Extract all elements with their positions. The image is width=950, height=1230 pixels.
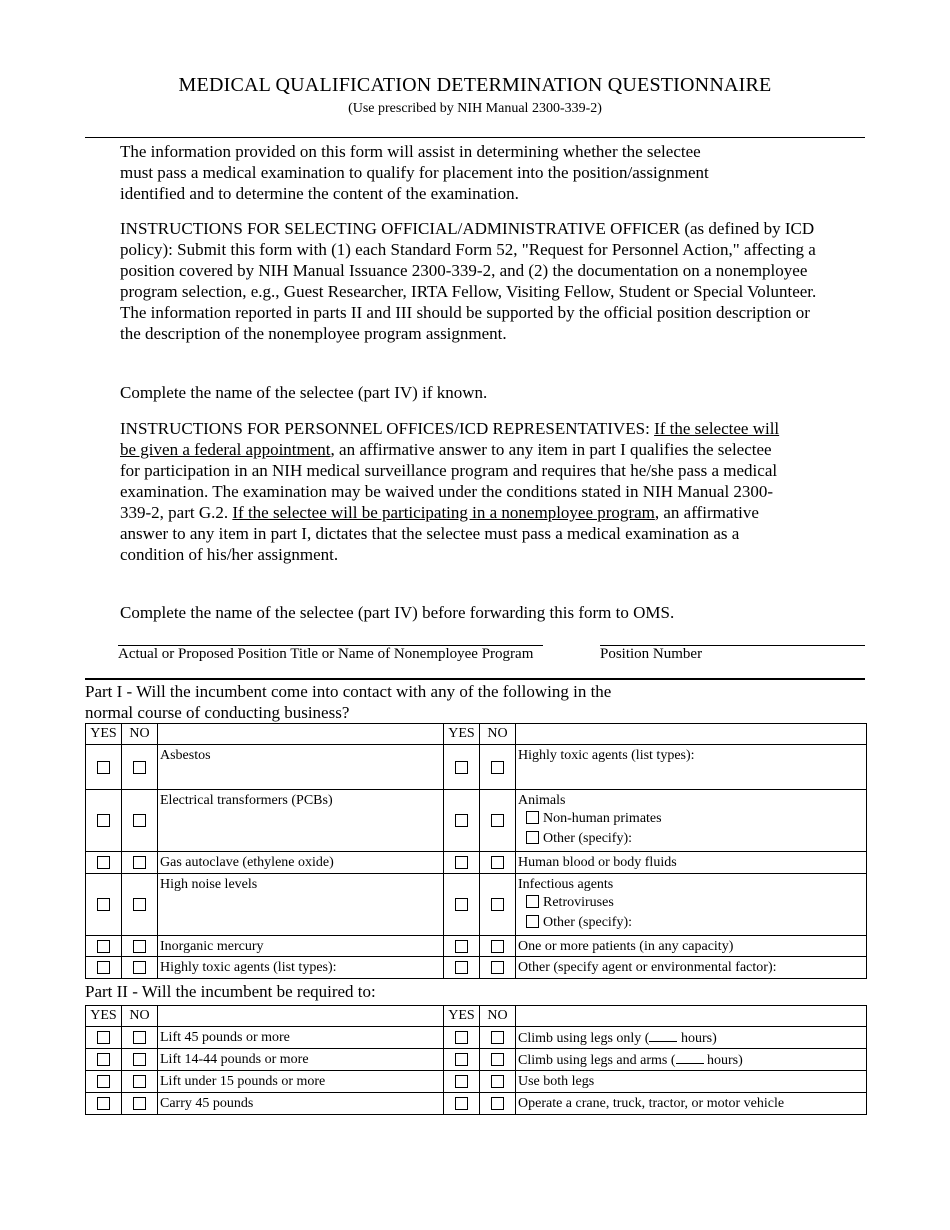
non-human-primates-option <box>518 809 864 829</box>
position-number-label: Position Number <box>600 646 703 662</box>
item-carry-45: Carry 45 pounds <box>158 1093 444 1115</box>
yes-header: YES <box>86 1006 122 1027</box>
item-lift-under-15: Lift under 15 pounds or more <box>158 1071 444 1093</box>
part1-label-line2: normal course of conducting business? <box>85 703 350 722</box>
climb-legs-arms-hours-field[interactable] <box>676 1051 704 1064</box>
lift-under-15-yes-checkbox[interactable] <box>97 1075 110 1088</box>
nonemployee-program-condition: If the selectee will be participating in a nonemployee program <box>232 503 655 522</box>
part2-table <box>85 1005 867 1115</box>
table-row <box>86 852 867 874</box>
autoclave-yes-checkbox[interactable] <box>97 856 110 869</box>
infectious-no-checkbox[interactable] <box>491 898 504 911</box>
table-row <box>86 957 867 979</box>
item-high-noise: High noise levels <box>158 874 444 936</box>
item-operate-vehicle: Operate a crane, truck, tractor, or motor vehicle <box>516 1093 867 1115</box>
part1-table <box>85 723 867 979</box>
asbestos-yes-checkbox[interactable] <box>97 761 110 774</box>
blood-fluids-no-checkbox[interactable] <box>491 856 504 869</box>
table-row <box>86 874 867 936</box>
part1-label <box>85 681 611 723</box>
table-row <box>86 745 867 790</box>
climb-legs-hours-field[interactable] <box>649 1029 677 1042</box>
instructions-personnel-text-1: , an affirmative answer to any item in part I qualifies the selectee for participation in an NIH medical surveillance program and requires that he/she pass a medical examination. The examination may be waived under the conditions stated in NIH Manual 2300-339-2, part G.2. <box>120 440 778 522</box>
yes-header: YES <box>444 724 480 745</box>
transformers-no-checkbox[interactable] <box>133 814 146 827</box>
patients-no-checkbox[interactable] <box>491 940 504 953</box>
retroviruses-option <box>518 893 864 913</box>
item-human-blood: Human blood or body fluids <box>516 852 867 874</box>
lift-under-15-no-checkbox[interactable] <box>133 1075 146 1088</box>
item-highly-toxic-agents: Highly toxic agents (list types): <box>516 745 867 790</box>
operate-vehicle-yes-checkbox[interactable] <box>455 1097 468 1110</box>
instructions-selecting-official: INSTRUCTIONS FOR SELECTING OFFICIAL/ADMINISTRATIVE OFFICER (as defined by ICD policy): Submit this form with (1) each Standard Form 52, "Request for Personnel Action," affecting a position covered by NIH Manual Issuance 2300-339-2, and (2) the documentation on a nonemployee program selection, e.g., Guest Researcher, IRTA Fellow, Visiting Fellow, Student or Special Volunteer. The information reported in parts II and III should be supported by the official position description or the description of the nonemployee program assignment. <box>120 219 817 343</box>
noise-yes-checkbox[interactable] <box>97 898 110 911</box>
item-both-legs: Use both legs <box>516 1071 867 1093</box>
patients-yes-checkbox[interactable] <box>455 940 468 953</box>
form-title: MEDICAL QUALIFICATION DETERMINATION QUESTIONNAIRE <box>178 74 772 96</box>
climb-legs-arms-hours-label: hours) <box>707 1053 743 1068</box>
instructions-personnel-offices <box>120 418 780 565</box>
mercury-yes-checkbox[interactable] <box>97 940 110 953</box>
toxic-agents-left-yes-checkbox[interactable] <box>97 961 110 974</box>
item-electrical-transformers: Electrical transformers (PCBs) <box>158 790 444 852</box>
toxic-agents-left-no-checkbox[interactable] <box>133 961 146 974</box>
lift-14-44-yes-checkbox[interactable] <box>97 1053 110 1066</box>
autoclave-no-checkbox[interactable] <box>133 856 146 869</box>
instruction-part4-forward: Complete the name of the selectee (part IV) before forwarding this form to OMS. <box>120 603 675 622</box>
animals-other-label: Other (specify): <box>543 831 633 846</box>
item-other-factor: Other (specify agent or environmental factor): <box>516 957 867 979</box>
climb-legs-hours-label: hours) <box>680 1031 717 1046</box>
transformers-yes-checkbox[interactable] <box>97 814 110 827</box>
instructions-personnel-heading: INSTRUCTIONS FOR PERSONNEL OFFICES/ICD REPRESENTATIVES: <box>120 419 655 438</box>
infectious-other-option <box>518 913 864 933</box>
climb-legs-arms-yes-checkbox[interactable] <box>455 1053 468 1066</box>
table-row <box>86 1071 867 1093</box>
lift-45-no-checkbox[interactable] <box>133 1031 146 1044</box>
item-asbestos: Asbestos <box>158 745 444 790</box>
instruction-part4-known: Complete the name of the selectee (part IV) if known. <box>120 383 488 402</box>
other-factor-no-checkbox[interactable] <box>491 961 504 974</box>
instructions-personnel-text-2: , an affirmative answer to any item in part I, dictates that the selectee must pass a medical examination as a condition of his/her assignment. <box>120 503 759 564</box>
item-lift-14-44: Lift 14-44 pounds or more <box>158 1049 444 1071</box>
animals-yes-checkbox[interactable] <box>455 814 468 827</box>
position-title-label: Actual or Proposed Position Title or Name of Nonemployee Program <box>118 646 534 662</box>
no-header: NO <box>480 1006 516 1027</box>
other-factor-yes-checkbox[interactable] <box>455 961 468 974</box>
item-climb-legs <box>516 1027 867 1049</box>
noise-no-checkbox[interactable] <box>133 898 146 911</box>
no-header: NO <box>122 724 158 745</box>
retroviruses-checkbox[interactable] <box>526 895 539 908</box>
federal-appointment-condition: If the selectee will be given a federal appointment <box>120 419 780 459</box>
yes-header: YES <box>444 1006 480 1027</box>
both-legs-no-checkbox[interactable] <box>491 1075 504 1088</box>
item-gas-autoclave: Gas autoclave (ethylene oxide) <box>158 852 444 874</box>
item-climb-legs-arms <box>516 1049 867 1071</box>
operate-vehicle-no-checkbox[interactable] <box>491 1097 504 1110</box>
lift-14-44-no-checkbox[interactable] <box>133 1053 146 1066</box>
no-header: NO <box>122 1006 158 1027</box>
infectious-other-label: Other (specify): <box>543 915 633 930</box>
table-row <box>86 1093 867 1115</box>
mercury-no-checkbox[interactable] <box>133 940 146 953</box>
part2-label: Part II - Will the incumbent be required to: <box>85 982 376 1001</box>
item-patients: One or more patients (in any capacity) <box>516 936 867 957</box>
climb-legs-no-checkbox[interactable] <box>491 1031 504 1044</box>
toxic-agents-no-checkbox[interactable] <box>491 761 504 774</box>
item-inorganic-mercury: Inorganic mercury <box>158 936 444 957</box>
blood-fluids-yes-checkbox[interactable] <box>455 856 468 869</box>
table-row <box>86 790 867 852</box>
animals-other-checkbox[interactable] <box>526 831 539 844</box>
table-row <box>86 1027 867 1049</box>
infectious-agents-label: Infectious agents <box>518 877 614 892</box>
climb-legs-label: Climb using legs only ( <box>518 1031 650 1046</box>
table-row <box>86 1049 867 1071</box>
animals-no-checkbox[interactable] <box>491 814 504 827</box>
both-legs-yes-checkbox[interactable] <box>455 1075 468 1088</box>
climb-legs-arms-label: Climb using legs and arms ( <box>518 1053 676 1068</box>
part1-label-line1: Part I - Will the incumbent come into contact with any of the following in the <box>85 682 612 701</box>
item-animals <box>516 790 867 852</box>
item-lift-45: Lift 45 pounds or more <box>158 1027 444 1049</box>
non-human-primates-checkbox[interactable] <box>526 811 539 824</box>
table-header-row <box>86 724 867 745</box>
animals-other-option <box>518 829 864 849</box>
table-header-row <box>86 1006 867 1027</box>
climb-legs-arms-no-checkbox[interactable] <box>491 1053 504 1066</box>
item-highly-toxic-agents-left: Highly toxic agents (list types): <box>158 957 444 979</box>
part1-divider <box>85 678 865 680</box>
no-header: NO <box>480 724 516 745</box>
yes-header: YES <box>86 724 122 745</box>
climb-legs-yes-checkbox[interactable] <box>455 1031 468 1044</box>
toxic-agents-yes-checkbox[interactable] <box>455 761 468 774</box>
infectious-yes-checkbox[interactable] <box>455 898 468 911</box>
form-subtitle: (Use prescribed by NIH Manual 2300-339-2) <box>348 101 602 116</box>
asbestos-no-checkbox[interactable] <box>133 761 146 774</box>
intro-paragraph: The information provided on this form will assist in determining whether the selectee must pass a medical examination to qualify for placement into the position/assignment identified and to determine the content of the examination. <box>120 142 709 203</box>
carry-45-no-checkbox[interactable] <box>133 1097 146 1110</box>
item-infectious-agents <box>516 874 867 936</box>
table-row <box>86 936 867 957</box>
animals-label: Animals <box>518 793 566 808</box>
non-human-primates-label: Non-human primates <box>543 811 662 826</box>
infectious-other-checkbox[interactable] <box>526 915 539 928</box>
lift-45-yes-checkbox[interactable] <box>97 1031 110 1044</box>
header-divider <box>85 137 865 138</box>
retroviruses-label: Retroviruses <box>543 895 614 910</box>
carry-45-yes-checkbox[interactable] <box>97 1097 110 1110</box>
